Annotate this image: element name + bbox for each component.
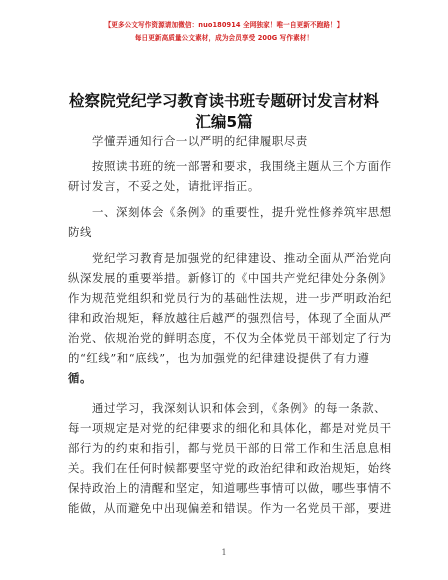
paragraph-line: 通过学习，我深刻认识和体会到，《条例》的每一条款、 — [92, 401, 387, 415]
paragraph-line: 每一项规定是对党的纪律要求的细化和具体化，都是对党员干 — [68, 421, 392, 435]
document-title-line1: 检察院党纪学习教育读书班专题研讨发言材料 — [68, 92, 379, 110]
section-heading-line: 防线 — [68, 225, 92, 239]
paragraph-line: 党纪学习教育是加强党的纪律建设、推动全面从严治党向 — [92, 251, 392, 265]
paragraph-line: 作为规范党组织和党员行为的基础性法规，进一步严明政治纪 — [68, 291, 392, 305]
promo-banner-line2: 每日更新高质量公文素材，成为会员享受 200G 写作素材！ — [134, 34, 314, 42]
paragraph-line: 纵深发展的重要举措。新修订的《中国共产党纪律处分条例》 — [68, 271, 392, 285]
paragraph-line: 按照读书班的统一部署和要求，我围绕主题从三个方面作 — [92, 159, 392, 173]
subtitle-line: 学懂弄通知行合一以严明的纪律履职尽责 — [92, 134, 308, 148]
section-heading-line: 一、深刻体会《条例》的重要性，提升党性修养筑牢思想 — [92, 205, 392, 219]
paragraph-line: 治党、依规治党的鲜明态度，不仅为全体党员干部划定了行为 — [68, 331, 392, 345]
paragraph-line: 的“红线”和“底线”，也为加强党的纪律建设提供了有力遵 — [68, 351, 370, 365]
paragraph-line: 研讨发言，不妥之处，请批评指正。 — [68, 179, 260, 193]
document-title-line2: 汇编5篇 — [195, 113, 253, 131]
paragraph-line: 部行为的约束和指引，都与党员干部的日常工作和生活息息相 — [68, 441, 392, 455]
paragraph-line: 关。我们在任何时候都要坚守党的政治纪律和政治规矩，始终 — [68, 461, 392, 475]
paragraph-line: 律和政治规矩，释放越往后越严的强烈信号，体现了全面从严 — [68, 311, 392, 325]
paragraph-line: 循。 — [68, 371, 92, 385]
paragraph-line: 保持政治上的清醒和坚定，知道哪些事情可以做，哪些事情不 — [68, 481, 392, 495]
paragraph-line: 能做，从而避免中出现偏差和错误。作为一名党员干部，要进 — [68, 501, 392, 515]
promo-banner-line1: 【更多公文写作资源请加微信：nuo180914 全网独家！唯一自更新不跑路！】 — [104, 21, 344, 29]
page-number: 1 — [221, 548, 227, 557]
